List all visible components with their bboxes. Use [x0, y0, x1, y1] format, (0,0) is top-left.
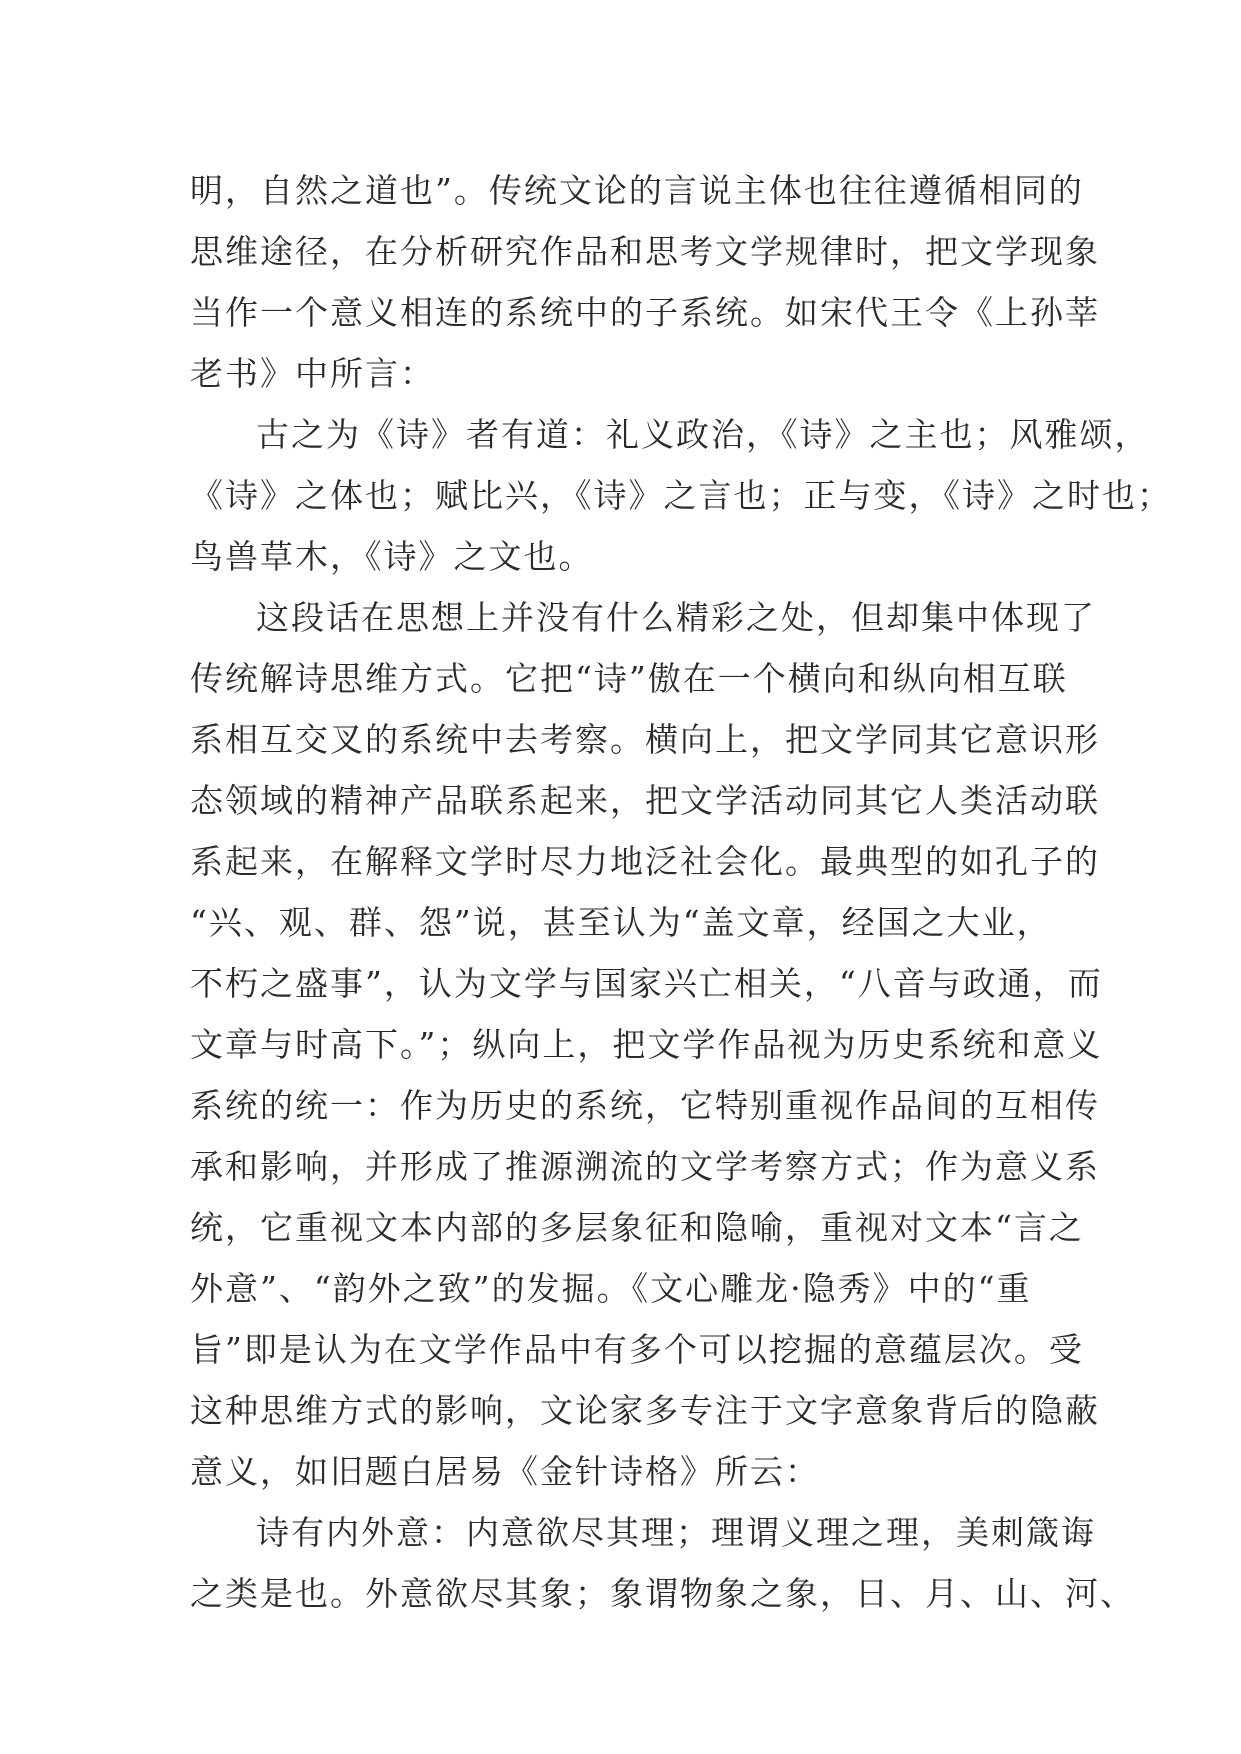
text-line: 思维途径，在分析研究作品和思考文学规律时，把文学现象 [190, 232, 1100, 271]
text-line: 不朽之盛事”，认为文学与国家兴亡相关，“八音与政通，而 [190, 964, 1103, 1003]
text-line: 老书》中所言： [190, 354, 435, 393]
body-text [190, 160, 1172, 1624]
text-line: 意义，如旧题白居易《金针诗格》所云： [190, 1452, 820, 1491]
text-line: 系相互交叉的系统中去考察。横向上，把文学同其它意识形 [190, 720, 1100, 759]
text-line: 承和影响，并形成了推源溯流的文学考察方式；作为意义系 [190, 1147, 1100, 1186]
quote-line: 《诗》之体也；赋比兴，《诗》之言也；正与变，《诗》之时也； [190, 476, 1172, 515]
text-line: 明，自然之道也”。传统文论的言说主体也往往遵循相同的 [190, 171, 1084, 210]
text-line: 系起来，在解释文学时尽力地泛社会化。最典型的如孔子的 [190, 842, 1100, 881]
text-line: 文章与时高下。”；纵向上，把文学作品视为历史系统和意义 [190, 1025, 1103, 1064]
text-line: 旨”即是认为在文学作品中有多个可以挖掘的意蕴层次。受 [190, 1330, 1084, 1369]
quote-line: 之类是也。外意欲尽其象；象谓物象之象，日、月、山、河、 [190, 1574, 1135, 1613]
text-line: 统，它重视文本内部的多层象征和隐喻，重视对文本“言之 [190, 1208, 1084, 1247]
text-line: 态领域的精神产品联系起来，把文学活动同其它人类活动联 [190, 781, 1100, 820]
quote-line: 古之为《诗》者有道：礼义政治，《诗》之主也；风雅颂， [256, 415, 1150, 454]
text-line: 当作一个意义相连的系统中的子系统。如宋代王令《上孙莘 [190, 293, 1100, 332]
quote-line: 鸟兽草木，《诗》之文也。 [190, 537, 594, 576]
quote-line: 诗有内外意：内意欲尽其理；理谓义理之理，美刺箴诲 [256, 1513, 1096, 1552]
text-line: 这种思维方式的影响，文论家多专注于文字意象背后的隐蔽 [190, 1391, 1100, 1430]
text-line: 外意”、“韵外之致”的发掘。《文心雕龙·隐秀》中的“重 [190, 1269, 1032, 1308]
text-line: 这段话在思想上并没有什么精彩之处，但却集中体现了 [256, 598, 1096, 637]
text-line: 系统的统一：作为历史的系统，它特别重视作品间的互相传 [190, 1086, 1100, 1125]
text-line: “兴、观、群、怨”说，甚至认为“盖文章，经国之大业， [190, 903, 1052, 942]
text-line: 传统解诗思维方式。它把“诗”傲在一个横向和纵向相互联 [190, 659, 1068, 698]
